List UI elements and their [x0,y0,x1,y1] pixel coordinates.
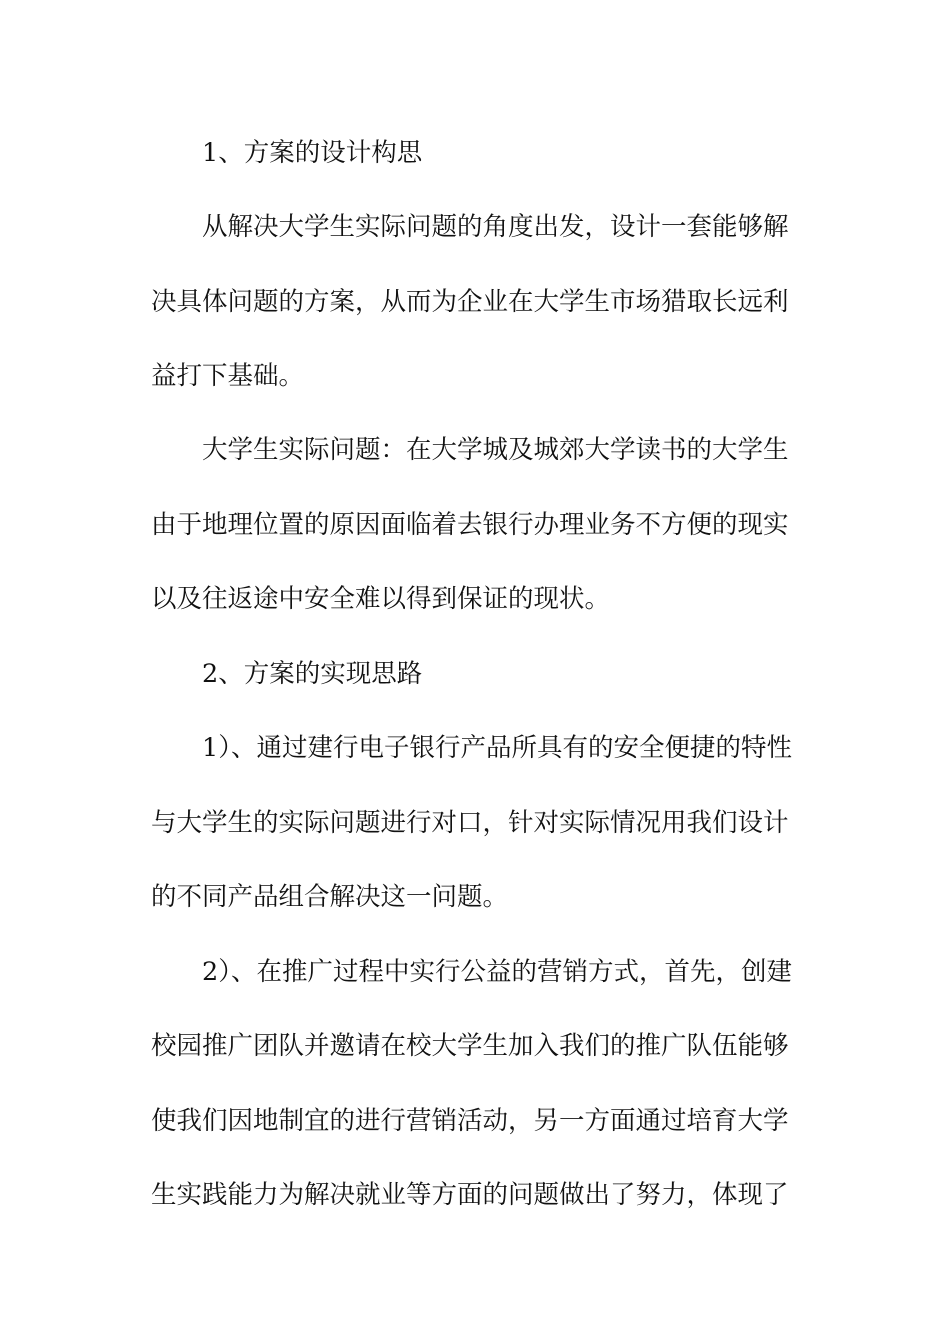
text-line: 生实践能力为解决就业等方面的问题做出了努力，体现了 [151,1180,789,1210]
text-line: 校园推广团队并邀请在校大学生加入我们的推广队伍能够 [151,1031,789,1061]
section-heading-implementation: 2、方案的实现思路 [202,659,423,689]
text-line: 益打下基础。 [151,361,305,391]
text-line: 从解决大学生实际问题的角度出发，设计一套能够解 [202,212,789,242]
text-line: 使我们因地制宜的进行营销活动，另一方面通过培育大学 [151,1106,789,1136]
text-line: 的不同产品组合解决这一问题。 [151,882,509,912]
section-heading-design: 1、方案的设计构思 [202,138,423,168]
text-line: 大学生实际问题：在大学城及城郊大学读书的大学生 [202,435,789,465]
text-line: 以及往返途中安全难以得到保证的现状。 [151,584,611,614]
text-line: 2）、在推广过程中实行公益的营销方式，首先，创建 [202,957,792,987]
text-line: 与大学生的实际问题进行对口，针对实际情况用我们设计 [151,808,789,838]
text-line: 由于地理位置的原因面临着去银行办理业务不方便的现实 [151,510,789,540]
text-line: 决具体问题的方案，从而为企业在大学生市场猎取长远利 [151,287,789,317]
text-line: 1）、通过建行电子银行产品所具有的安全便捷的特性 [202,733,792,763]
